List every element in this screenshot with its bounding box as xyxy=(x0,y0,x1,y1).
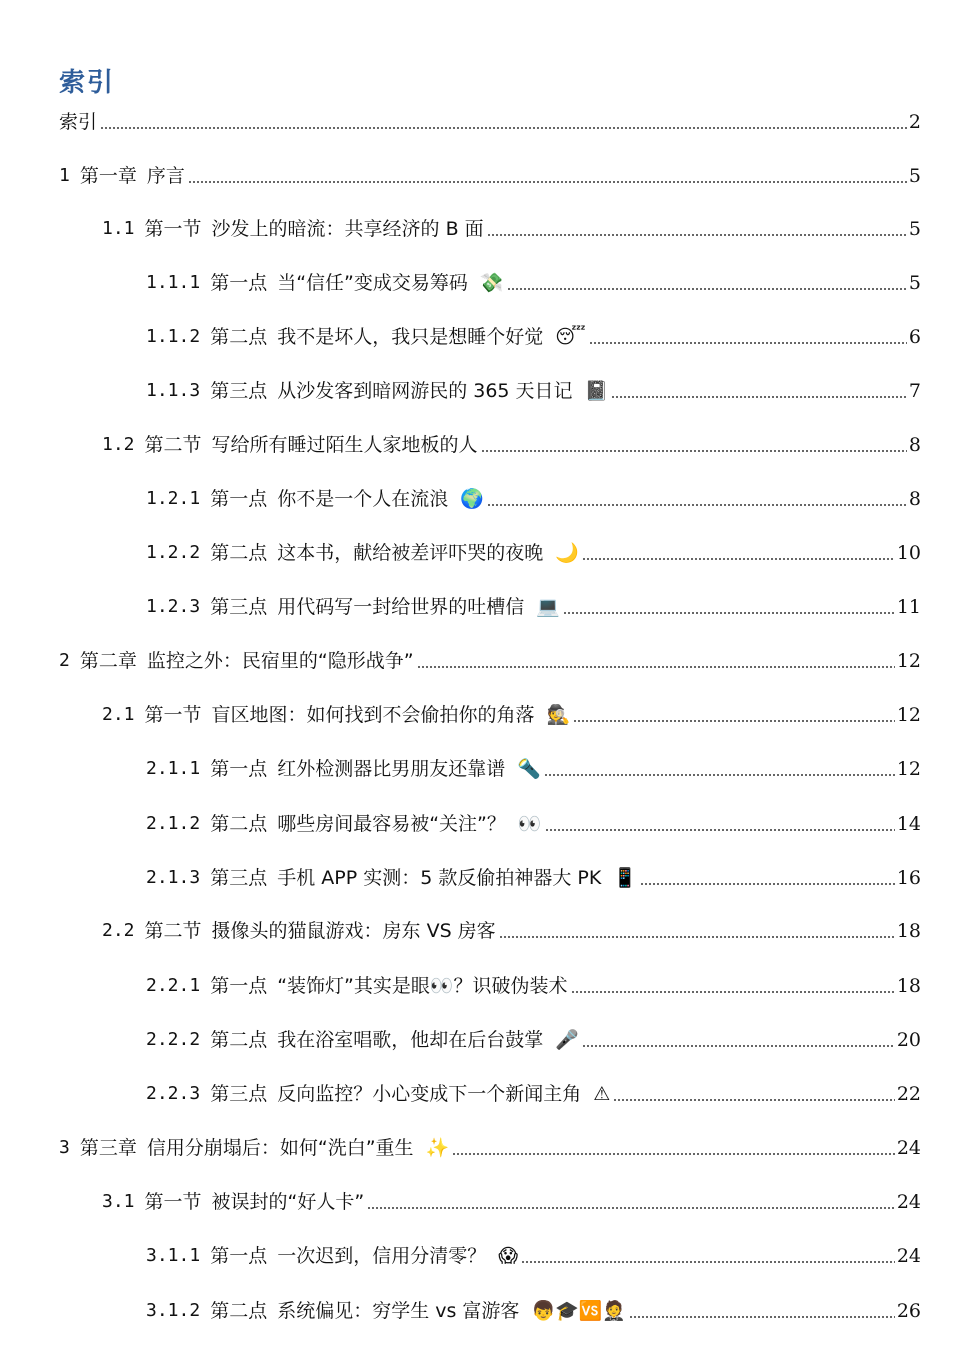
entry-number: 2.2.3 xyxy=(146,1083,201,1104)
entry-number: 3.1.2 xyxy=(146,1300,201,1321)
toc-entry[interactable] xyxy=(146,751,921,781)
dot-leader xyxy=(417,666,895,668)
crescent-moon-icon: 🌙 xyxy=(555,542,579,564)
entry-label: 第二章 xyxy=(79,650,137,672)
entry-title: 盲区地图：如何找到不会偷拍你的角落 xyxy=(211,704,535,726)
entry-title: 你不是一个人在流浪 xyxy=(277,488,449,510)
page-number: 7 xyxy=(908,380,921,402)
toc-entry[interactable] xyxy=(59,104,921,134)
toc-entry[interactable] xyxy=(146,265,921,295)
entry-number: 2.2.2 xyxy=(146,1029,201,1050)
page-number: 16 xyxy=(896,867,921,889)
toc-entry[interactable] xyxy=(102,697,921,727)
dot-leader xyxy=(481,450,907,452)
toc-entry[interactable] xyxy=(59,158,921,188)
toc-entry[interactable] xyxy=(146,1076,921,1106)
entry-title: 一次迟到，信用分清零？ xyxy=(277,1245,487,1267)
entry-number: 2 xyxy=(59,650,70,671)
entry-label: 第一节 xyxy=(144,704,202,726)
entry-title: “装饰灯”其实是眼👀？识破伪装术 xyxy=(277,975,568,997)
page-number: 18 xyxy=(896,975,921,997)
entry-number: 1.1.1 xyxy=(146,272,201,293)
dot-leader xyxy=(629,1316,895,1318)
entry-label: 第一节 xyxy=(144,1191,202,1213)
dot-leader xyxy=(545,829,895,831)
page-number: 8 xyxy=(908,434,921,456)
toc-entry[interactable] xyxy=(102,913,921,943)
globe-icon: 🌍 xyxy=(460,488,484,510)
entry-label: 第一点 xyxy=(210,488,268,510)
page-number: 2 xyxy=(908,111,921,133)
toc-entry[interactable] xyxy=(102,211,921,241)
detective-icon: 🕵 xyxy=(546,704,571,726)
entry-label: 第三点 xyxy=(210,1083,268,1105)
toc-entry[interactable] xyxy=(59,643,921,673)
page-number: 6 xyxy=(908,326,921,348)
entry-number: 2.1.1 xyxy=(146,758,201,779)
toc-entry[interactable] xyxy=(146,481,921,511)
dot-leader xyxy=(100,127,907,129)
entry-number: 1.1.3 xyxy=(146,380,201,401)
entry-title: 我在浴室唱歌，他却在后台鼓掌 xyxy=(277,1029,544,1051)
toc-entry[interactable] xyxy=(146,968,921,998)
entry-number: 3.1 xyxy=(102,1191,135,1212)
page-number: 24 xyxy=(896,1245,921,1267)
entry-number: 1.2.2 xyxy=(146,542,201,563)
entry-label: 第二点 xyxy=(210,326,268,348)
dot-leader xyxy=(487,504,907,506)
page-number: 8 xyxy=(908,488,921,510)
page-number: 24 xyxy=(896,1137,921,1159)
entry-number: 2.2.1 xyxy=(146,975,201,996)
mobile-phone-icon: 📱 xyxy=(613,867,637,889)
dot-leader xyxy=(499,936,895,938)
entry-title: 系统偏见：穷学生 vs 富游客 xyxy=(277,1300,520,1322)
entry-title: 摄像头的猫鼠游戏：房东 VS 房客 xyxy=(211,920,496,942)
student-vs-tourist-icons: 👦🎓🆚🤵 xyxy=(531,1300,627,1322)
entry-title: 沙发上的暗流：共享经济的 B 面 xyxy=(211,218,484,240)
toc-entry[interactable] xyxy=(146,373,921,403)
toc-entry[interactable] xyxy=(146,535,921,565)
dot-leader xyxy=(582,558,895,560)
entry-title: 写给所有睡过陌生人家地板的人 xyxy=(211,434,478,456)
entry-title: 序言 xyxy=(146,165,185,187)
page-number: 11 xyxy=(896,596,921,618)
entry-number: 1.2.3 xyxy=(146,596,201,617)
sparkles-icon: ✨ xyxy=(425,1137,450,1159)
dot-leader xyxy=(611,396,907,398)
dot-leader xyxy=(507,288,907,290)
dot-leader xyxy=(582,1045,895,1047)
page-number: 10 xyxy=(896,542,921,564)
entry-number: 2.1.3 xyxy=(146,867,201,888)
flashlight-icon: 🔦 xyxy=(517,758,541,780)
entry-label: 第一点 xyxy=(210,1245,268,1267)
eyes-icon: 👀 xyxy=(517,813,542,835)
entry-label: 第二点 xyxy=(210,1029,268,1051)
entry-number: 2.2 xyxy=(102,920,135,941)
entry-title: 从沙发客到暗网游民的 365 天日记 xyxy=(277,380,573,402)
page-number: 12 xyxy=(896,650,921,672)
entry-number: 3.1.1 xyxy=(146,1245,201,1266)
entry-label: 第一点 xyxy=(210,272,268,294)
entry-number: 1 xyxy=(59,165,70,186)
page-number: 22 xyxy=(896,1083,921,1105)
dot-leader xyxy=(521,1261,895,1263)
entry-number: 2.1.2 xyxy=(146,813,201,834)
entry-number: 1.2 xyxy=(102,434,135,455)
entry-label: 第二点 xyxy=(210,1300,268,1322)
page-number: 5 xyxy=(908,218,921,240)
entry-label: 第三点 xyxy=(210,380,268,402)
microphone-icon: 🎤 xyxy=(555,1029,579,1051)
toc-entry[interactable] xyxy=(102,427,921,457)
entry-number: 1.1.2 xyxy=(146,326,201,347)
entry-title: 手机 APP 实测：5 款反偷拍神器大 PK xyxy=(277,867,602,889)
toc-entry[interactable] xyxy=(146,589,921,619)
entry-title: 红外检测器比男朋友还靠谱 xyxy=(277,758,506,780)
page-number: 12 xyxy=(896,758,921,780)
entry-title: 被误封的“好人卡” xyxy=(211,1191,365,1213)
entry-title: 这本书，献给被差评吓哭的夜晚 xyxy=(277,542,544,564)
dot-leader xyxy=(571,991,895,993)
entry-number: 2.1 xyxy=(102,704,135,725)
dot-leader xyxy=(367,1207,895,1209)
page-number: 20 xyxy=(896,1029,921,1051)
entry-label: 第一点 xyxy=(210,758,268,780)
page-number: 5 xyxy=(908,165,921,187)
entry-label: 第二点 xyxy=(210,542,268,564)
toc-entry[interactable] xyxy=(146,1238,921,1268)
dot-leader xyxy=(573,720,895,722)
entry-number: 1.2.1 xyxy=(146,488,201,509)
entry-label: 第三点 xyxy=(210,596,268,618)
toc-entry[interactable] xyxy=(146,806,921,836)
dot-leader xyxy=(613,1099,895,1101)
page-number: 24 xyxy=(896,1191,921,1213)
laptop-icon: 💻 xyxy=(536,596,560,618)
entry-title: 用代码写一封给世界的吐槽信 xyxy=(277,596,525,618)
page-number: 26 xyxy=(896,1300,921,1322)
warning-icon: ⚠ xyxy=(593,1083,611,1105)
dot-leader xyxy=(589,342,907,344)
entry-label: 第二节 xyxy=(144,920,202,942)
page-number: 14 xyxy=(896,813,921,835)
dot-leader xyxy=(188,181,907,183)
entry-label: 第三章 xyxy=(79,1137,137,1159)
entry-label: 第二点 xyxy=(210,813,268,835)
dot-leader xyxy=(640,883,895,885)
entry-label: 第一节 xyxy=(144,218,202,240)
entry-label: 第一点 xyxy=(210,975,268,997)
toc-entry[interactable] xyxy=(146,1022,921,1052)
screaming-face-icon: 😱 xyxy=(498,1245,519,1267)
entry-title: 监控之外：民宿里的“隐形战争” xyxy=(146,650,414,672)
dot-leader xyxy=(452,1153,895,1155)
notebook-icon: 📓 xyxy=(584,380,609,402)
page-number: 5 xyxy=(908,272,921,294)
entry-label: 第二节 xyxy=(144,434,202,456)
toc-entry[interactable] xyxy=(146,1293,921,1323)
toc-entry[interactable] xyxy=(146,319,921,349)
toc-entry[interactable] xyxy=(59,1130,921,1160)
sleeping-face-icon: 😴 xyxy=(555,326,586,348)
entry-label: 第三点 xyxy=(210,867,268,889)
entry-title: 信用分崩塌后：如何“洗白”重生 xyxy=(146,1137,414,1159)
entry-title: 反向监控？小心变成下一个新闻主角 xyxy=(277,1083,582,1105)
dot-leader xyxy=(487,234,907,236)
page-number: 18 xyxy=(896,920,921,942)
page-number: 12 xyxy=(896,704,921,726)
entry-number: 1.1 xyxy=(102,218,135,239)
money-icon: 💸 xyxy=(479,272,504,294)
toc-entry[interactable] xyxy=(102,1184,921,1214)
entry-number: 3 xyxy=(59,1137,70,1158)
toc-entry[interactable] xyxy=(146,860,921,890)
entry-label: 第一章 xyxy=(79,165,137,187)
toc-heading: 索引 xyxy=(59,68,116,98)
entry-title: 我不是坏人，我只是想睡个好觉 xyxy=(277,326,544,348)
entry-title: 哪些房间最容易被“关注”？ xyxy=(277,813,506,835)
dot-leader xyxy=(544,774,895,776)
entry-title: 当“信任”变成交易筹码 xyxy=(277,272,468,294)
entry-title: 索引 xyxy=(59,111,98,133)
dot-leader xyxy=(563,612,895,614)
